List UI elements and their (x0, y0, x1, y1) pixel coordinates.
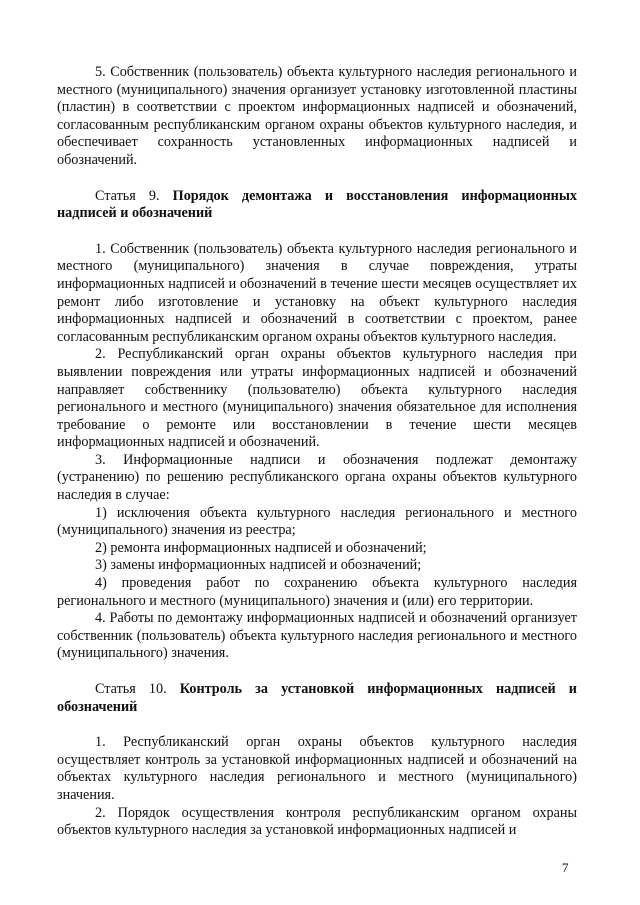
page-content (57, 64, 577, 840)
article-9-heading (57, 188, 577, 223)
article-10-paragraph-1: 1. Республиканский орган охраны объектов культурного наследия осуществляет контроль за установкой информационных надписей и обозначений на объектах культурного наследия регионального и местного (муниципального) значения. (57, 734, 577, 803)
article-9-list-item-4: 4) проведения работ по сохранению объекта культурного наследия регионального и местного (муниципального) значения и (или) его территории. (57, 575, 577, 609)
article-10-title: Контроль за установкой информационных надписей и обозначений (57, 681, 577, 715)
article-9-paragraph-2: 2. Республиканский орган охраны объектов культурного наследия при выявлении повреждения или утраты информационных надписей и обозначений направляет собственнику (пользователю) объекта культурного наследия регионального и местного (муниципального) значения обязательное для исполнения требование о ремонте или восстановлении в течение шести месяцев информационных надписей и обозначений. (57, 346, 577, 451)
article-9-list-item-1: 1) исключения объекта культурного наследия регионального и местного (муниципального) значения из реестра; (57, 504, 577, 539)
article-9-paragraph-3: 3. Информационные надписи и обозначения подлежат демонтажу (устранению) по решению республиканского органа охраны объектов культурного наследия в случае: (57, 451, 577, 504)
article-10-heading (57, 681, 577, 716)
article-9-title: Порядок демонтажа и восстановления информационных надписей и обозначений (57, 187, 577, 222)
article-9-list-item-3: 3) замены информационных надписей и обозначений; (95, 557, 422, 574)
article-10-paragraph-2: 2. Порядок осуществления контроля республиканским органом охраны объектов культурного наследия за установкой информационных надписей и (57, 804, 577, 839)
article-9-paragraph-4: 4. Работы по демонтажу информационных надписей и обозначений организует собственник (пользователь) объекта культурного наследия регионального и местного (муниципального) значения. (57, 610, 577, 662)
article-9-paragraph-1: 1. Собственник (пользователь) объекта культурного наследия регионального и местного (муниципального) значения в случае повреждения, утраты информационных надписей и обозначений в течение шести месяцев осуществляет их ремонт либо изготовление и установку на объект культурного наследия информационных надписей и обозначений в соответствии с проектом, ранее согласованным республиканским органом охраны объектов культурного наследия. (57, 240, 577, 345)
article-9-body (57, 241, 577, 663)
intro-paragraph: 5. Собственник (пользователь) объекта культурного наследия регионального и местного (муниципального) значения организует установку изготовленной пластины (пластин) в соответствии с проектом информационных надписей и обозначений, согласованным республиканским органом охраны объектов культурного наследия, и обеспечивает сохранность установленных информационных надписей и обозначений. (57, 64, 577, 168)
article-9-prefix: Статья 9. (95, 187, 173, 204)
article-10-prefix: Статья 10. (95, 681, 180, 697)
article-9-list-item-2: 2) ремонта информационных надписей и обозначений; (95, 539, 427, 556)
page-number: 7 (562, 860, 569, 875)
article-10-body (57, 734, 577, 840)
